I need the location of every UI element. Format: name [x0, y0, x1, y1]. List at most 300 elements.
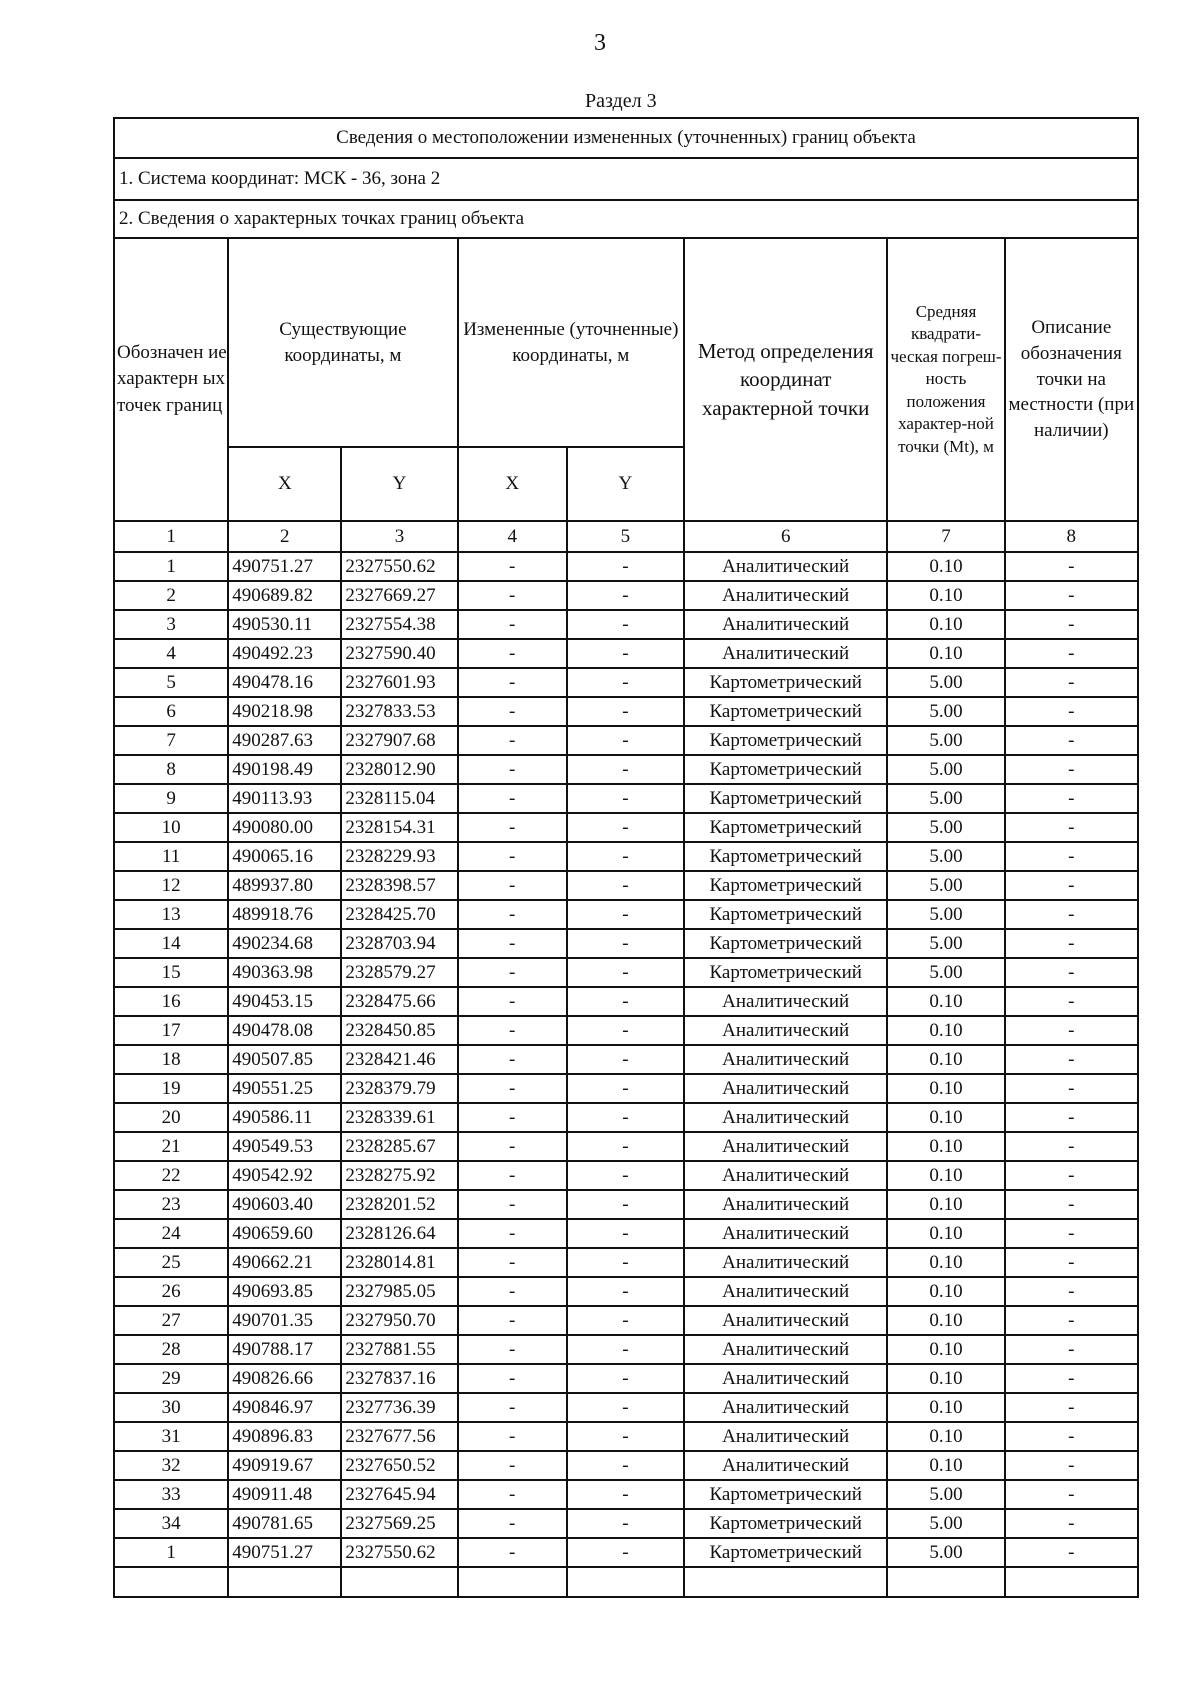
error-mt-cell: 0.10 [887, 581, 1004, 610]
method-cell: Аналитический [684, 1393, 887, 1422]
existing-y-cell: 2327601.93 [341, 668, 457, 697]
point-number-cell: 12 [114, 871, 228, 900]
error-mt-cell: 5.00 [887, 929, 1004, 958]
existing-y-cell: 2328115.04 [341, 784, 457, 813]
changed-x-cell: - [458, 552, 567, 581]
point-number-cell: 16 [114, 987, 228, 1016]
error-mt-cell: 5.00 [887, 900, 1004, 929]
description-cell: - [1005, 1161, 1138, 1190]
method-cell: Аналитический [684, 1074, 887, 1103]
error-mt-cell: 5.00 [887, 1509, 1004, 1538]
existing-y-cell: 2328014.81 [341, 1248, 457, 1277]
point-number-cell: 7 [114, 726, 228, 755]
point-number-cell: 9 [114, 784, 228, 813]
existing-x-cell: 490662.21 [228, 1248, 341, 1277]
existing-y-cell: 2328154.31 [341, 813, 457, 842]
existing-y-cell: 2328579.27 [341, 958, 457, 987]
changed-x-cell: - [458, 1509, 567, 1538]
existing-x-cell: 490896.83 [228, 1422, 341, 1451]
point-number-cell: 10 [114, 813, 228, 842]
changed-x-cell: - [458, 1016, 567, 1045]
existing-y-cell: 2327569.25 [341, 1509, 457, 1538]
point-number-cell: 5 [114, 668, 228, 697]
description-cell: - [1005, 1335, 1138, 1364]
point-number-cell: 26 [114, 1277, 228, 1306]
column-number: 4 [458, 521, 567, 552]
description-cell: - [1005, 987, 1138, 1016]
existing-x-cell: 490080.00 [228, 813, 341, 842]
changed-y-cell: - [567, 1422, 684, 1451]
existing-x-cell: 489918.76 [228, 900, 341, 929]
existing-y-cell: 2327550.62 [341, 1538, 457, 1567]
changed-x-cell: - [458, 639, 567, 668]
existing-y-cell: 2327645.94 [341, 1480, 457, 1509]
description-cell: - [1005, 1277, 1138, 1306]
description-cell: - [1005, 726, 1138, 755]
table-row [114, 842, 1138, 871]
changed-x-cell: - [458, 1045, 567, 1074]
point-number-cell: 19 [114, 1074, 228, 1103]
point-number-cell: 15 [114, 958, 228, 987]
column-number: 8 [1005, 521, 1138, 552]
changed-x-cell: - [458, 668, 567, 697]
existing-x-cell: 490549.53 [228, 1132, 341, 1161]
method-cell: Аналитический [684, 1248, 887, 1277]
error-mt-cell: 0.10 [887, 1074, 1004, 1103]
changed-x-cell: - [458, 1451, 567, 1480]
error-mt-cell: 5.00 [887, 755, 1004, 784]
changed-x-cell: - [458, 929, 567, 958]
existing-x-cell: 490530.11 [228, 610, 341, 639]
section-label: Раздел 3 [585, 90, 657, 112]
table-row [114, 639, 1138, 668]
method-cell: Аналитический [684, 1364, 887, 1393]
description-cell: - [1005, 552, 1138, 581]
existing-y-cell: 2327881.55 [341, 1335, 457, 1364]
changed-x-cell: - [458, 1480, 567, 1509]
point-number-cell: 3 [114, 610, 228, 639]
description-cell: - [1005, 1132, 1138, 1161]
header-existing-y: Y [341, 447, 457, 521]
existing-x-cell: 489937.80 [228, 871, 341, 900]
column-number: 6 [684, 521, 887, 552]
method-cell: Аналитический [684, 1335, 887, 1364]
table-row [114, 697, 1138, 726]
table-row [114, 726, 1138, 755]
changed-y-cell: - [567, 1393, 684, 1422]
table-row [114, 1161, 1138, 1190]
changed-y-cell: - [567, 726, 684, 755]
error-mt-cell: 5.00 [887, 813, 1004, 842]
method-cell: Аналитический [684, 1219, 887, 1248]
existing-x-cell: 490287.63 [228, 726, 341, 755]
changed-y-cell: - [567, 1335, 684, 1364]
existing-y-cell: 2327907.68 [341, 726, 457, 755]
description-cell: - [1005, 1422, 1138, 1451]
point-number-cell: 28 [114, 1335, 228, 1364]
changed-y-cell: - [567, 1277, 684, 1306]
table-title: Сведения о местоположении измененных (уточненных) границ объекта [114, 118, 1138, 158]
point-number-cell: 34 [114, 1509, 228, 1538]
method-cell: Аналитический [684, 987, 887, 1016]
point-number-cell: 31 [114, 1422, 228, 1451]
existing-y-cell: 2328126.64 [341, 1219, 457, 1248]
changed-y-cell: - [567, 1451, 684, 1480]
existing-x-cell: 490234.68 [228, 929, 341, 958]
description-cell: - [1005, 929, 1138, 958]
method-cell: Аналитический [684, 1306, 887, 1335]
error-mt-cell: 0.10 [887, 639, 1004, 668]
error-mt-cell: 0.10 [887, 1190, 1004, 1219]
description-cell: - [1005, 755, 1138, 784]
changed-y-cell: - [567, 813, 684, 842]
point-number-cell: 1 [114, 552, 228, 581]
header-changed-x: X [458, 447, 567, 521]
existing-y-cell: 2327669.27 [341, 581, 457, 610]
existing-x-cell: 490551.25 [228, 1074, 341, 1103]
point-number-cell: 32 [114, 1451, 228, 1480]
description-cell: - [1005, 1016, 1138, 1045]
table-row [114, 1538, 1138, 1567]
changed-y-cell: - [567, 668, 684, 697]
table-row [114, 1509, 1138, 1538]
method-cell: Картометрический [684, 842, 887, 871]
description-cell: - [1005, 668, 1138, 697]
changed-x-cell: - [458, 900, 567, 929]
column-number: 7 [887, 521, 1004, 552]
changed-y-cell: - [567, 1016, 684, 1045]
existing-x-cell: 490781.65 [228, 1509, 341, 1538]
changed-y-cell: - [567, 1538, 684, 1567]
error-mt-cell: 0.10 [887, 987, 1004, 1016]
existing-x-cell: 490478.08 [228, 1016, 341, 1045]
existing-x-cell: 490478.16 [228, 668, 341, 697]
point-number-cell: 6 [114, 697, 228, 726]
column-numbers-row [114, 521, 1138, 552]
changed-y-cell: - [567, 697, 684, 726]
error-mt-cell: 5.00 [887, 958, 1004, 987]
existing-y-cell: 2328425.70 [341, 900, 457, 929]
changed-x-cell: - [458, 1219, 567, 1248]
error-mt-cell: 5.00 [887, 871, 1004, 900]
existing-x-cell: 490846.97 [228, 1393, 341, 1422]
method-cell: Аналитический [684, 552, 887, 581]
method-cell: Аналитический [684, 1277, 887, 1306]
table-row [114, 581, 1138, 610]
point-number-cell: 14 [114, 929, 228, 958]
changed-x-cell: - [458, 813, 567, 842]
table-row [114, 987, 1138, 1016]
method-cell: Картометрический [684, 1509, 887, 1538]
table-row [114, 1074, 1138, 1103]
existing-y-cell: 2328275.92 [341, 1161, 457, 1190]
existing-x-cell: 490826.66 [228, 1364, 341, 1393]
header-existing-coordinates: Существующие координаты, м [228, 238, 457, 447]
point-number-cell: 29 [114, 1364, 228, 1393]
description-cell: - [1005, 1538, 1138, 1567]
table-row [114, 1451, 1138, 1480]
description-cell: - [1005, 1074, 1138, 1103]
changed-y-cell: - [567, 1364, 684, 1393]
changed-x-cell: - [458, 987, 567, 1016]
table-row [114, 755, 1138, 784]
existing-y-cell: 2328421.46 [341, 1045, 457, 1074]
changed-y-cell: - [567, 871, 684, 900]
existing-x-cell: 490507.85 [228, 1045, 341, 1074]
table-row [114, 1335, 1138, 1364]
point-number-cell: 4 [114, 639, 228, 668]
method-cell: Аналитический [684, 1161, 887, 1190]
table-row [114, 1306, 1138, 1335]
changed-x-cell: - [458, 1393, 567, 1422]
header-changed-coordinates: Измененные (уточненные) координаты, м [458, 238, 684, 447]
table-row [114, 1480, 1138, 1509]
existing-y-cell: 2327550.62 [341, 552, 457, 581]
point-number-cell: 22 [114, 1161, 228, 1190]
table-row [114, 784, 1138, 813]
changed-y-cell: - [567, 1509, 684, 1538]
existing-x-cell: 490198.49 [228, 755, 341, 784]
changed-y-cell: - [567, 958, 684, 987]
method-cell: Картометрический [684, 784, 887, 813]
existing-y-cell: 2328475.66 [341, 987, 457, 1016]
error-mt-cell: 0.10 [887, 1277, 1004, 1306]
table-row [114, 958, 1138, 987]
point-number-cell: 8 [114, 755, 228, 784]
changed-x-cell: - [458, 784, 567, 813]
error-mt-cell: 5.00 [887, 1480, 1004, 1509]
error-mt-cell: 0.10 [887, 1451, 1004, 1480]
table-row [114, 1190, 1138, 1219]
changed-x-cell: - [458, 1364, 567, 1393]
description-cell: - [1005, 697, 1138, 726]
changed-x-cell: - [458, 1103, 567, 1132]
description-cell: - [1005, 581, 1138, 610]
error-mt-cell: 0.10 [887, 552, 1004, 581]
changed-x-cell: - [458, 1074, 567, 1103]
changed-y-cell: - [567, 987, 684, 1016]
existing-y-cell: 2328285.67 [341, 1132, 457, 1161]
point-number-cell: 23 [114, 1190, 228, 1219]
existing-y-cell: 2328012.90 [341, 755, 457, 784]
description-cell: - [1005, 842, 1138, 871]
method-cell: Аналитический [684, 1190, 887, 1219]
existing-x-cell: 490218.98 [228, 697, 341, 726]
point-number-cell: 33 [114, 1480, 228, 1509]
description-cell: - [1005, 813, 1138, 842]
table-row [114, 1219, 1138, 1248]
changed-x-cell: - [458, 697, 567, 726]
error-mt-cell: 0.10 [887, 1248, 1004, 1277]
changed-x-cell: - [458, 610, 567, 639]
method-cell: Картометрический [684, 813, 887, 842]
changed-x-cell: - [458, 1190, 567, 1219]
point-number-cell: 11 [114, 842, 228, 871]
table-row [114, 871, 1138, 900]
changed-y-cell: - [567, 1190, 684, 1219]
description-cell: - [1005, 1248, 1138, 1277]
changed-y-cell: - [567, 1306, 684, 1335]
method-cell: Аналитический [684, 1103, 887, 1132]
changed-y-cell: - [567, 1248, 684, 1277]
table-row [114, 1364, 1138, 1393]
description-cell: - [1005, 1190, 1138, 1219]
description-cell: - [1005, 1045, 1138, 1074]
changed-x-cell: - [458, 871, 567, 900]
column-number: 2 [228, 521, 341, 552]
changed-x-cell: - [458, 1161, 567, 1190]
error-mt-cell: 0.10 [887, 1103, 1004, 1132]
header-designation: Обозначен ие характерн ых точек границ [114, 238, 228, 521]
table-row [114, 1393, 1138, 1422]
existing-x-cell: 490492.23 [228, 639, 341, 668]
table-row [114, 610, 1138, 639]
changed-y-cell: - [567, 1103, 684, 1132]
column-number: 3 [341, 521, 457, 552]
changed-y-cell: - [567, 900, 684, 929]
changed-x-cell: - [458, 726, 567, 755]
changed-y-cell: - [567, 1132, 684, 1161]
existing-y-cell: 2327736.39 [341, 1393, 457, 1422]
error-mt-cell: 0.10 [887, 1016, 1004, 1045]
changed-y-cell: - [567, 1480, 684, 1509]
point-number-cell: 30 [114, 1393, 228, 1422]
description-cell: - [1005, 1509, 1138, 1538]
column-number: 5 [567, 521, 684, 552]
method-cell: Картометрический [684, 755, 887, 784]
changed-y-cell: - [567, 610, 684, 639]
point-number-cell: 27 [114, 1306, 228, 1335]
changed-x-cell: - [458, 1422, 567, 1451]
existing-x-cell: 490751.27 [228, 552, 341, 581]
method-cell: Картометрический [684, 697, 887, 726]
point-number-cell: 2 [114, 581, 228, 610]
existing-x-cell: 490586.11 [228, 1103, 341, 1132]
existing-x-cell: 490603.40 [228, 1190, 341, 1219]
table-row [114, 1132, 1138, 1161]
existing-y-cell: 2327650.52 [341, 1451, 457, 1480]
table-row [114, 1103, 1138, 1132]
error-mt-cell: 5.00 [887, 1538, 1004, 1567]
changed-x-cell: - [458, 1335, 567, 1364]
method-cell: Картометрический [684, 871, 887, 900]
point-number-cell: 21 [114, 1132, 228, 1161]
description-cell: - [1005, 1364, 1138, 1393]
error-mt-cell: 0.10 [887, 1422, 1004, 1451]
table-row [114, 929, 1138, 958]
header-method: Метод определения координат характерной точки [684, 238, 887, 521]
changed-y-cell: - [567, 1045, 684, 1074]
existing-y-cell: 2327677.56 [341, 1422, 457, 1451]
error-mt-cell: 5.00 [887, 697, 1004, 726]
existing-y-cell: 2327590.40 [341, 639, 457, 668]
header-changed-y: Y [567, 447, 684, 521]
boundary-points-table [113, 117, 1139, 1598]
column-number: 1 [114, 521, 228, 552]
method-cell: Аналитический [684, 581, 887, 610]
point-number-cell: 1 [114, 1538, 228, 1567]
method-cell: Картометрический [684, 668, 887, 697]
error-mt-cell: 0.10 [887, 1161, 1004, 1190]
description-cell: - [1005, 610, 1138, 639]
description-cell: - [1005, 1103, 1138, 1132]
existing-x-cell: 490693.85 [228, 1277, 341, 1306]
error-mt-cell: 0.10 [887, 1306, 1004, 1335]
table-row [114, 900, 1138, 929]
table-row [114, 552, 1138, 581]
changed-x-cell: - [458, 581, 567, 610]
existing-x-cell: 490542.92 [228, 1161, 341, 1190]
method-cell: Картометрический [684, 726, 887, 755]
method-cell: Картометрический [684, 900, 887, 929]
changed-y-cell: - [567, 929, 684, 958]
existing-x-cell: 490065.16 [228, 842, 341, 871]
error-mt-cell: 0.10 [887, 610, 1004, 639]
existing-x-cell: 490919.67 [228, 1451, 341, 1480]
existing-x-cell: 490113.93 [228, 784, 341, 813]
description-cell: - [1005, 784, 1138, 813]
existing-x-cell: 490689.82 [228, 581, 341, 610]
coordinate-system: 1. Система координат: МСК - 36, зона 2 [114, 158, 1138, 200]
changed-y-cell: - [567, 552, 684, 581]
method-cell: Аналитический [684, 1451, 887, 1480]
description-cell: - [1005, 1480, 1138, 1509]
table-row [114, 1248, 1138, 1277]
error-mt-cell: 0.10 [887, 1364, 1004, 1393]
point-number-cell: 24 [114, 1219, 228, 1248]
changed-x-cell: - [458, 842, 567, 871]
table-body [114, 552, 1138, 1567]
changed-y-cell: - [567, 639, 684, 668]
error-mt-cell: 0.10 [887, 1393, 1004, 1422]
error-mt-cell: 0.10 [887, 1045, 1004, 1074]
method-cell: Аналитический [684, 610, 887, 639]
error-mt-cell: 5.00 [887, 784, 1004, 813]
point-number-cell: 18 [114, 1045, 228, 1074]
points-heading: 2. Сведения о характерных точках границ объекта [114, 200, 1138, 238]
changed-x-cell: - [458, 1306, 567, 1335]
changed-y-cell: - [567, 784, 684, 813]
method-cell: Картометрический [684, 1538, 887, 1567]
table-row [114, 668, 1138, 697]
point-number-cell: 20 [114, 1103, 228, 1132]
description-cell: - [1005, 1306, 1138, 1335]
changed-y-cell: - [567, 1219, 684, 1248]
description-cell: - [1005, 900, 1138, 929]
changed-y-cell: - [567, 1074, 684, 1103]
description-cell: - [1005, 1393, 1138, 1422]
page-number: 3 [594, 30, 606, 56]
table-row [114, 1422, 1138, 1451]
existing-x-cell: 490788.17 [228, 1335, 341, 1364]
header-error: Средняя квадрати-ческая погреш-ность положения характер-ной точки (Mt), м [887, 238, 1004, 521]
description-cell: - [1005, 639, 1138, 668]
existing-y-cell: 2327837.16 [341, 1364, 457, 1393]
changed-y-cell: - [567, 842, 684, 871]
table-row [114, 1045, 1138, 1074]
existing-y-cell: 2328398.57 [341, 871, 457, 900]
method-cell: Картометрический [684, 929, 887, 958]
changed-x-cell: - [458, 1132, 567, 1161]
changed-x-cell: - [458, 1248, 567, 1277]
error-mt-cell: 0.10 [887, 1132, 1004, 1161]
changed-y-cell: - [567, 581, 684, 610]
method-cell: Аналитический [684, 1422, 887, 1451]
method-cell: Аналитический [684, 1132, 887, 1161]
changed-x-cell: - [458, 1538, 567, 1567]
error-mt-cell: 0.10 [887, 1219, 1004, 1248]
description-cell: - [1005, 1451, 1138, 1480]
